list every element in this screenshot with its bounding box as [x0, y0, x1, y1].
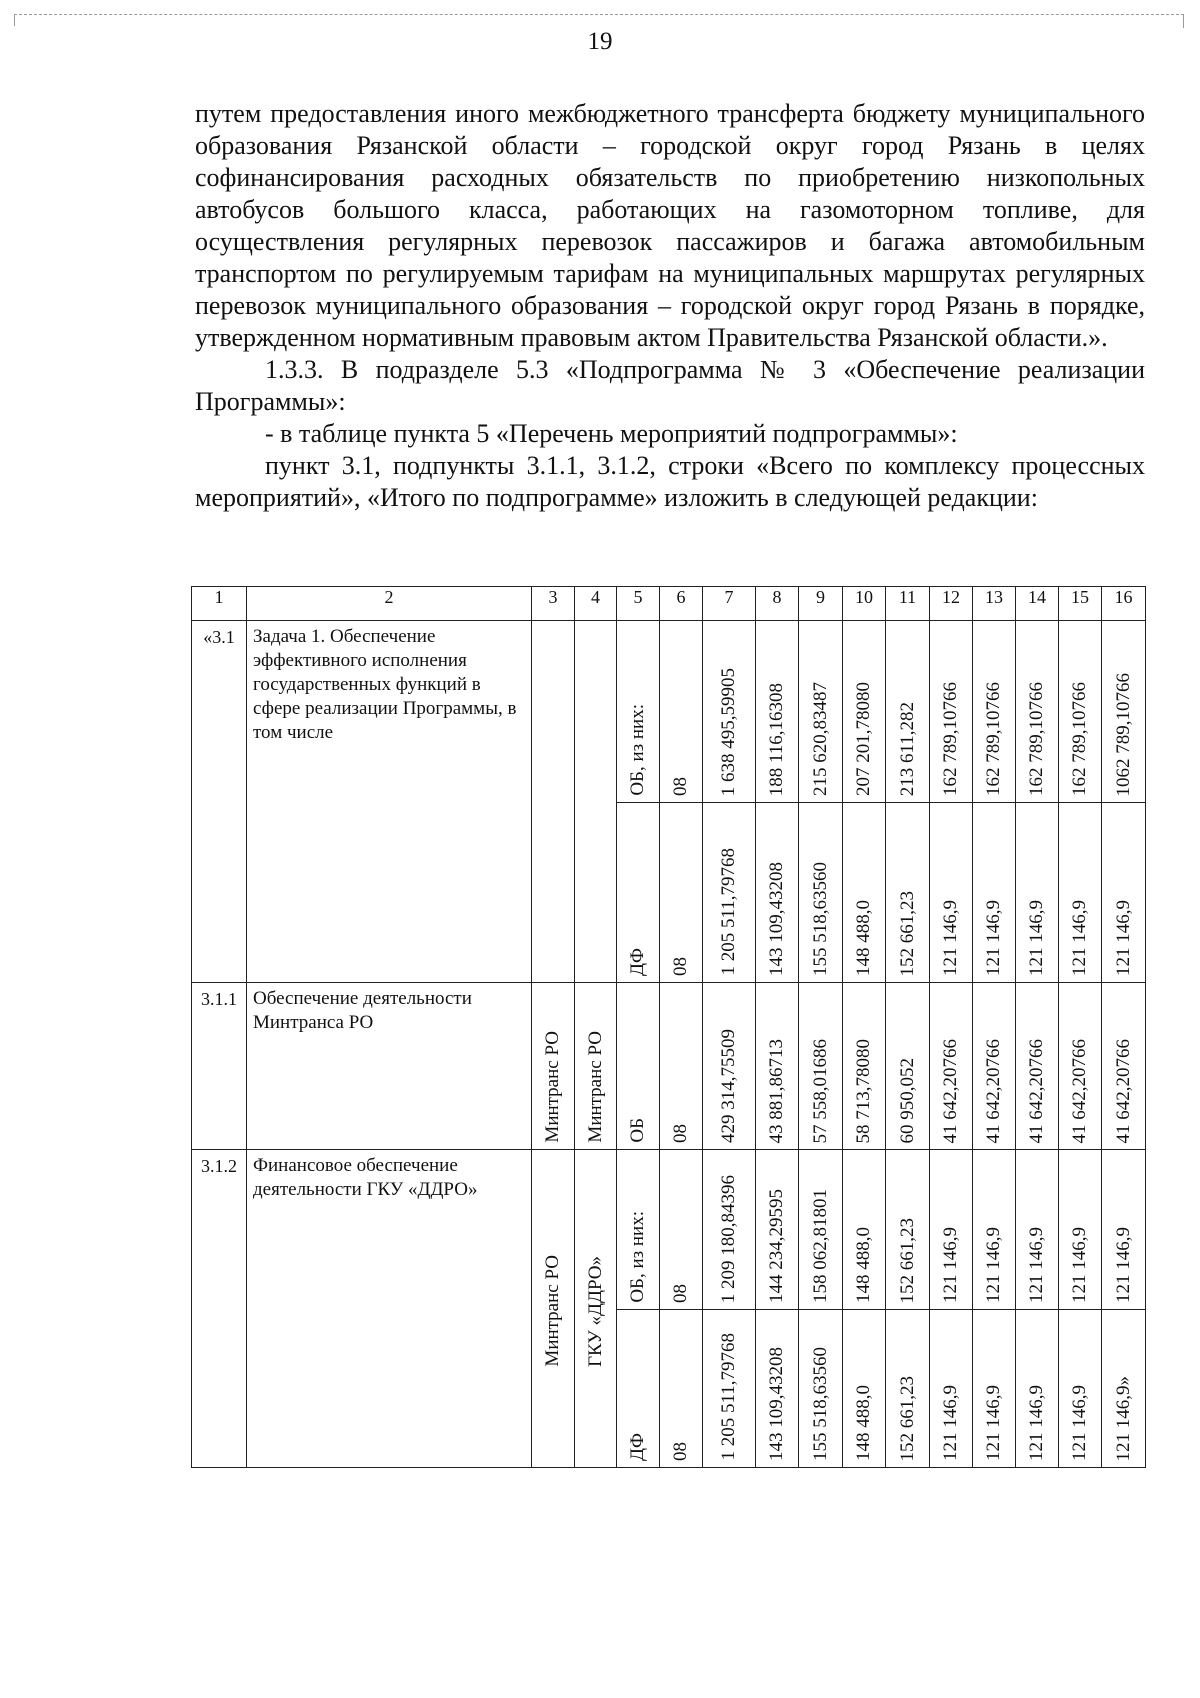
amount-year: 162 789,10766: [1069, 682, 1090, 796]
amount-year: 121 146,9: [1026, 1227, 1047, 1303]
amount-year: 121 146,9: [1069, 1385, 1090, 1461]
amount-year: 121 146,9: [940, 900, 961, 976]
amount-year: 121 146,9: [1026, 900, 1047, 976]
amount-year: 121 146,9: [1112, 1227, 1134, 1303]
amount-year: 1062 789,10766: [1112, 672, 1134, 796]
amount-year: 43 881,86713: [766, 1038, 787, 1143]
amount-year: 143 109,43208: [766, 1347, 787, 1461]
amount-year: 158 062,81801: [809, 1189, 831, 1303]
header-cell: 7: [703, 587, 756, 621]
page-top-border-right: [1183, 14, 1184, 28]
header-cell: 5: [617, 587, 660, 621]
participant: Минтранс РО: [584, 1031, 606, 1143]
header-cell: 2: [247, 587, 532, 621]
table-header-row: [192, 587, 1146, 621]
amount-year: 41 642,20766: [1069, 1038, 1090, 1143]
header-cell: 10: [843, 587, 886, 621]
amount-year: 121 146,9: [983, 900, 1004, 976]
amount-year: 121 146,9: [1069, 900, 1090, 976]
funding-source: ОБ, из них:: [627, 1211, 648, 1303]
budget-code: 08: [670, 957, 691, 976]
page-top-border: [14, 14, 1184, 15]
amount-year: 121 146,9: [1112, 900, 1134, 976]
measures-table: [191, 586, 1146, 1468]
amount-year: 41 642,20766: [1112, 1038, 1134, 1143]
amount-year: 207 201,78080: [853, 682, 874, 796]
amount-year: 148 488,0: [853, 900, 874, 976]
amount-year: 188 116,16308: [766, 682, 787, 796]
empty-cell: [575, 621, 617, 983]
amount-year: 155 518,63560: [809, 862, 831, 976]
page-top-border-left: [14, 14, 15, 26]
amount-year: 152 661,23: [896, 890, 918, 976]
header-cell: 15: [1059, 587, 1102, 621]
amount-year: 121 146,9: [940, 1385, 961, 1461]
amount-year: 121 146,9: [983, 1227, 1004, 1303]
header-cell: 4: [575, 587, 617, 621]
amount-total: 1 205 511,79768: [718, 1333, 739, 1461]
empty-cell: [532, 621, 575, 983]
responsible-executor: Минтранс РО: [542, 1031, 563, 1143]
amount-year: 143 109,43208: [766, 862, 787, 976]
task-description: Обеспечение деятельности Минтранса РО: [247, 983, 532, 1150]
amount-total: 1 209 180,84396: [718, 1174, 739, 1303]
budget-code: 08: [670, 1442, 691, 1461]
amount-total: 1 638 495,59905: [718, 667, 739, 796]
amount-year: 60 950,052: [896, 1057, 918, 1143]
funding-source: ДФ: [627, 1433, 648, 1461]
task-description: Финансовое обеспечение деятельности ГКУ «ДДРО»: [247, 1150, 532, 1468]
participant: ГКУ «ДДРО»: [584, 1256, 606, 1367]
header-cell: 13: [973, 587, 1016, 621]
row-number: 3.1.2: [192, 1150, 247, 1468]
amount-year: 155 518,63560: [809, 1347, 831, 1461]
header-cell: 11: [886, 587, 930, 621]
paragraph-subsection: 1.3.3. В подразделе 5.3 «Подпрограмма № 3 «Обеспечение реализации Программы»:: [195, 355, 1145, 416]
table-row: [192, 1150, 1146, 1310]
budget-code: 08: [670, 777, 691, 796]
task-description: Задача 1. Обеспечение эффективного исполнения государственных функций в сфере реализации Программы, в том числе: [247, 621, 532, 983]
amount-year: 152 661,23: [896, 1375, 918, 1461]
amount-year: 121 146,9»: [1112, 1375, 1134, 1461]
amount-year: 41 642,20766: [983, 1038, 1004, 1143]
budget-code: 08: [670, 1284, 691, 1303]
funding-source: ДФ: [627, 948, 648, 976]
amount-year: 57 558,01686: [809, 1038, 831, 1143]
amount-year: 162 789,10766: [1026, 682, 1047, 796]
row-number: 3.1.1: [192, 983, 247, 1150]
header-cell: 3: [532, 587, 575, 621]
header-cell: 6: [660, 587, 703, 621]
paragraph-transfer: путем предоставления иного межбюджетного трансферта бюджету муниципального образования Рязанской области – городской округ город Рязань в целях софинансирования расходных обязательств по приобретению низкопольных автобусов большого класса, работающих на газомоторном топливе, для осуществления регулярных перевозок пассажиров и багажа автомобильным транспортом по регулируемым тарифам на муниципальных маршрутах регулярных перевозок муниципального образования – городской округ город Рязань в порядке, утвержденном нормативным правовым актом Правительства Рязанской области.».: [195, 99, 1145, 352]
table-row: [192, 983, 1146, 1150]
amount-year: 144 234,29595: [766, 1189, 787, 1303]
paragraph-table-ref: - в таблице пункта 5 «Перечень мероприятий подпрограммы»:: [265, 419, 958, 448]
funding-source: ОБ: [627, 1118, 648, 1143]
responsible-executor: Минтранс РО: [542, 1255, 563, 1367]
amount-year: 121 146,9: [1069, 1227, 1090, 1303]
header-cell: 9: [799, 587, 843, 621]
amount-year: 41 642,20766: [1026, 1038, 1047, 1143]
header-cell: 12: [930, 587, 973, 621]
amount-year: 213 611,282: [896, 701, 918, 796]
amount-year: 121 146,9: [983, 1385, 1004, 1461]
header-cell: 1: [192, 587, 247, 621]
amount-year: 58 713,78080: [853, 1038, 874, 1143]
amount-year: 162 789,10766: [983, 682, 1004, 796]
amount-year: 41 642,20766: [940, 1038, 961, 1143]
header-cell: 14: [1016, 587, 1059, 621]
header-cell: 8: [756, 587, 799, 621]
funding-source: ОБ, из них:: [627, 704, 648, 796]
amount-total: 1 205 511,79768: [718, 848, 739, 976]
amount-year: 215 620,83487: [809, 682, 831, 796]
amount-year: 121 146,9: [1026, 1385, 1047, 1461]
table-row: [192, 621, 1146, 803]
amount-year: 121 146,9: [940, 1227, 961, 1303]
page-number: 19: [587, 28, 613, 55]
amount-total: 429 314,75509: [718, 1029, 739, 1143]
amount-year: 148 488,0: [853, 1227, 874, 1303]
amount-year: 148 488,0: [853, 1385, 874, 1461]
budget-code: 08: [670, 1124, 691, 1143]
paragraph-instruction: пункт 3.1, подпункты 3.1.1, 3.1.2, строки «Всего по комплексу процессных мероприятий», «Итого по подпрограмме» изложить в следующей редакции:: [195, 451, 1145, 512]
row-number: «3.1: [192, 621, 247, 983]
amount-year: 162 789,10766: [940, 682, 961, 796]
header-cell: 16: [1102, 587, 1146, 621]
amount-year: 152 661,23: [896, 1217, 918, 1303]
body-text: [195, 98, 1145, 514]
